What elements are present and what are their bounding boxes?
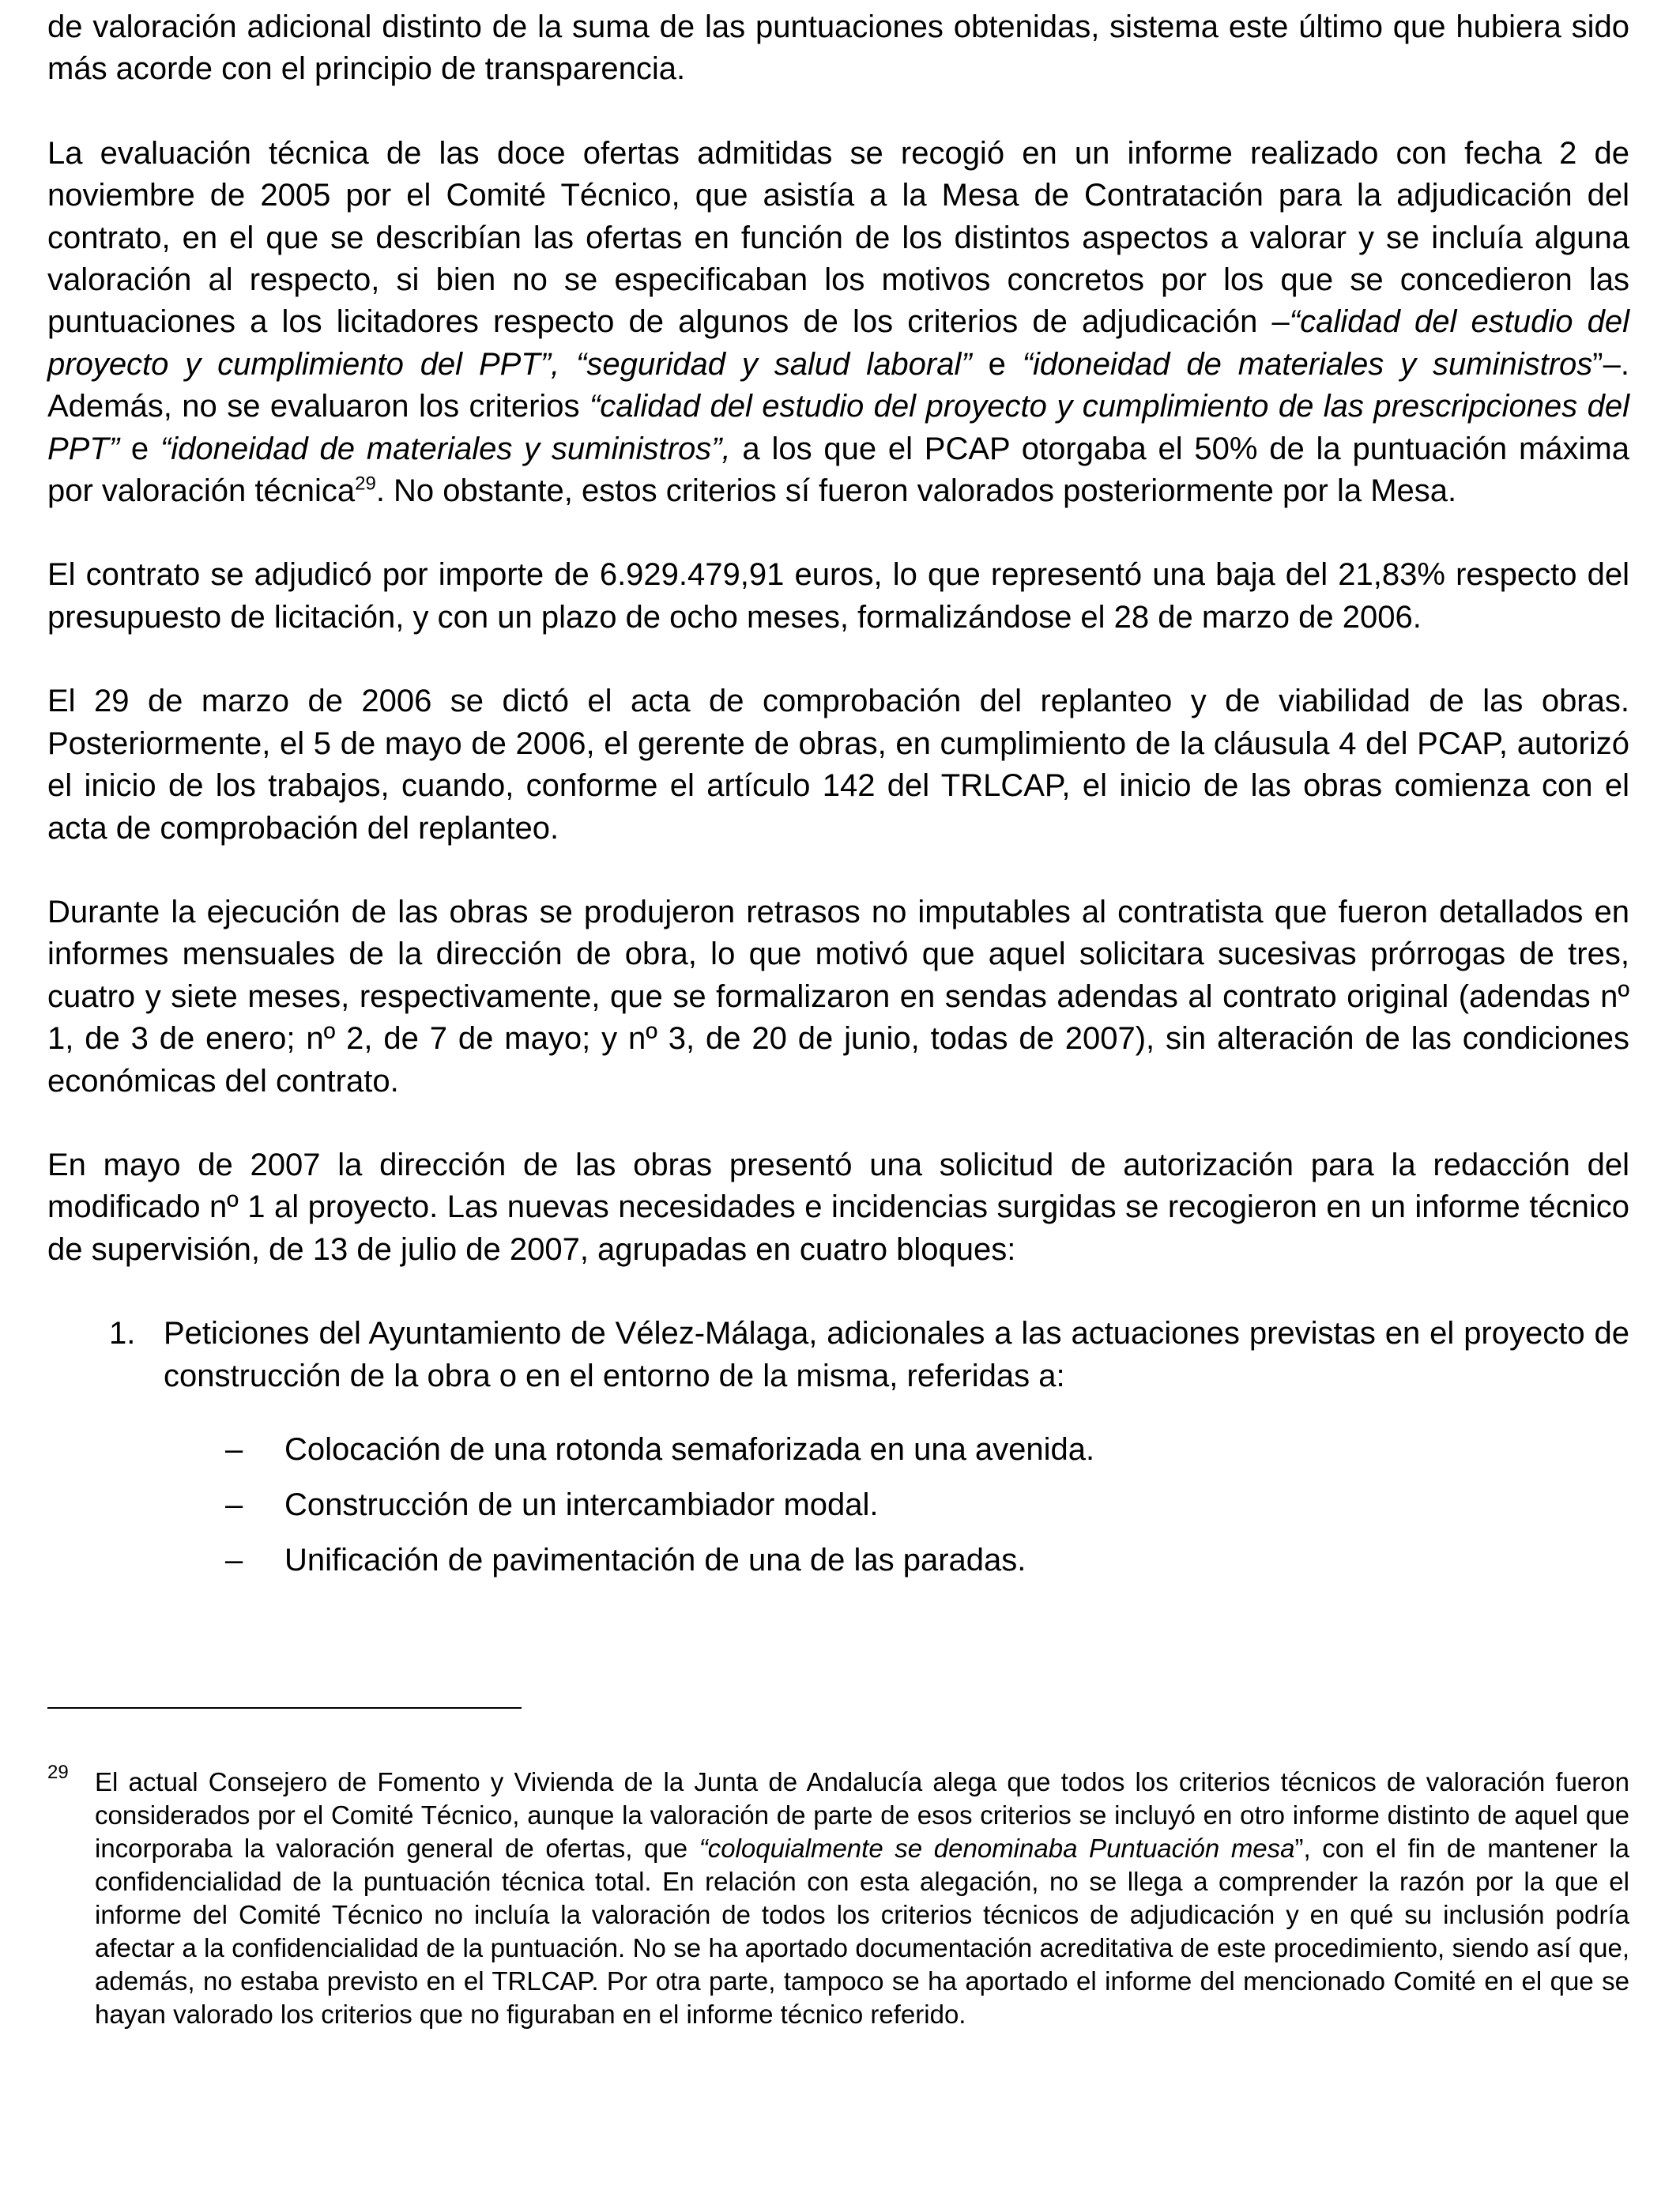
dash-bullet: –	[225, 1487, 243, 1522]
footnote-text	[47, 1766, 1629, 2031]
text-run: a los que el PCAP otorgaba el 50% de la puntuación máxima por valoración técnica	[47, 431, 1629, 509]
list-item	[47, 1484, 1629, 1540]
text-run: e	[119, 431, 160, 466]
list-item	[47, 1429, 1629, 1484]
text-run: ”–. Además, no se evaluaron los criterios	[47, 346, 1629, 424]
text-run: e	[971, 346, 1023, 382]
dash-bullet: –	[225, 1542, 243, 1578]
paragraph-transparency: de valoración adicional distinto de la suma de las puntuaciones obtenidas, sistema este último que hubiera sido más acorde con el principio de transparencia.	[47, 9, 1629, 87]
list-number: 1.	[109, 1316, 136, 1351]
list-item-text: Colocación de una rotonda semaforizada en una avenida.	[284, 1431, 1095, 1467]
dash-bullet: –	[225, 1431, 243, 1467]
italic-criteria-1: “calidad del estudio del proyecto y cumplimiento del PPT”, “seguridad y salud laboral”	[47, 304, 1629, 382]
footnote-reference[interactable]: 29	[355, 473, 376, 495]
italic-criteria-3: “calidad del estudio del proyecto y cumplimiento de las prescripciones del PPT”	[47, 389, 1629, 466]
list-item-text: Construcción de un intercambiador modal.	[284, 1487, 879, 1522]
paragraph-technical-evaluation	[47, 133, 1629, 513]
italic-quote: “coloquialmente se denominaba Puntuación mesa	[699, 1834, 1295, 1863]
document-body	[47, 6, 1629, 1595]
paragraph-replanteo: El 29 de marzo de 2006 se dictó el acta de comprobación del replanteo y de viabilidad de las obras. Posteriormente, el 5 de mayo de 2006, el gerente de obras, en cumplimiento de la cláusula 4 del PCAP, autorizó el inicio de los trabajos, cuando, conforme el artículo 142 del TRLCAP, el inicio de las obras comienza con el acta de comprobación del replanteo.	[47, 684, 1629, 846]
numbered-list-item-1	[47, 1313, 1629, 1397]
text-run: ”, con el fin de mantener la confidencialidad de la puntuación técnica total. En relación con esta alegación, no se llega a comprender la razón por la que el informe del Comité Técnico no incluía la valoración de todos los criterios técnicos de adjudicación y en qué su inclusión podría afectar a la confidencialidad de la puntuación. No se ha aportado documentación acreditativa de este procedimiento, siendo así que, además, no estaba previsto en el TRLCAP. Por otra parte, tampoco se ha aportado el informe del mencionado Comité en el que se hayan valorado los criterios que no figuraban en el informe técnico referido.	[95, 1834, 1629, 2029]
list-item-text: Peticiones del Ayuntamiento de Vélez-Málaga, adicionales a las actuaciones previstas en el proyecto de construcción de la obra o en el entorno de la misma, referidas a:	[164, 1316, 1629, 1393]
italic-criteria-2: “idoneidad de materiales y suministros	[1022, 346, 1593, 382]
footnote-29	[47, 1762, 1629, 2031]
paragraph-modification: En mayo de 2007 la dirección de las obras presentó una solicitud de autorización para la redacción del modificado nº 1 al proyecto. Las nuevas necesidades e incidencias surgidas se recogieron en un informe técnico de supervisión, de 13 de julio de 2007, agrupadas en cuatro bloques:	[47, 1147, 1629, 1267]
text-run: La evaluación técnica de las doce ofertas admitidas se recogió en un informe realizado con fecha 2 de noviembre de 2005 por el Comité Técnico, que asistía a la Mesa de Contratación para la adjudicación del contrato, en el que se describían las ofertas en función de los distintos aspectos a valorar y se incluía alguna valoración al respecto, si bien no se especificaban los motivos concretos por los que se concedieron las puntuaciones a los licitadores respecto de algunos de los criterios de adjudicación –	[47, 135, 1629, 340]
text-run: El actual Consejero de Fomento y Vivienda de la Junta de Andalucía alega que todos los criterios técnicos de valoración fueron considerados por el Comité Técnico, aunque la valoración de parte de esos criterios se incluyó en otro informe distinto de aquel que incorporaba la valoración general de ofertas, que	[95, 1767, 1629, 1863]
italic-criteria-4: “idoneidad de materiales y suministros”,	[160, 431, 731, 466]
paragraph-delays: Durante la ejecución de las obras se produjeron retrasos no imputables al contratista que fueron detallados en informes mensuales de la dirección de obra, lo que motivó que aquel solicitara sucesivas prórrogas de tres, cuatro y siete meses, respectivamente, que se formalizaron en sendas adendas al contrato original (adendas nº 1, de 3 de enero; nº 2, de 7 de mayo; y nº 3, de 20 de junio, todas de 2007), sin alteración de las condiciones económicas del contrato.	[47, 894, 1629, 1099]
paragraph-award: El contrato se adjudicó por importe de 6.929.479,91 euros, lo que representó una baja del 21,83% respecto del presupuesto de licitación, y con un plazo de ocho meses, formalizándose el 28 de marzo de 2006.	[47, 557, 1629, 635]
text-run: . No obstante, estos criterios sí fueron valorados posteriormente por la Mesa.	[375, 473, 1457, 509]
list-item-text: Unificación de pavimentación de una de las paradas.	[284, 1542, 1026, 1578]
footnote-number: 29	[47, 1762, 69, 1783]
footnote-separator	[47, 1707, 522, 1709]
dash-list	[47, 1429, 1629, 1595]
list-item	[47, 1540, 1629, 1595]
